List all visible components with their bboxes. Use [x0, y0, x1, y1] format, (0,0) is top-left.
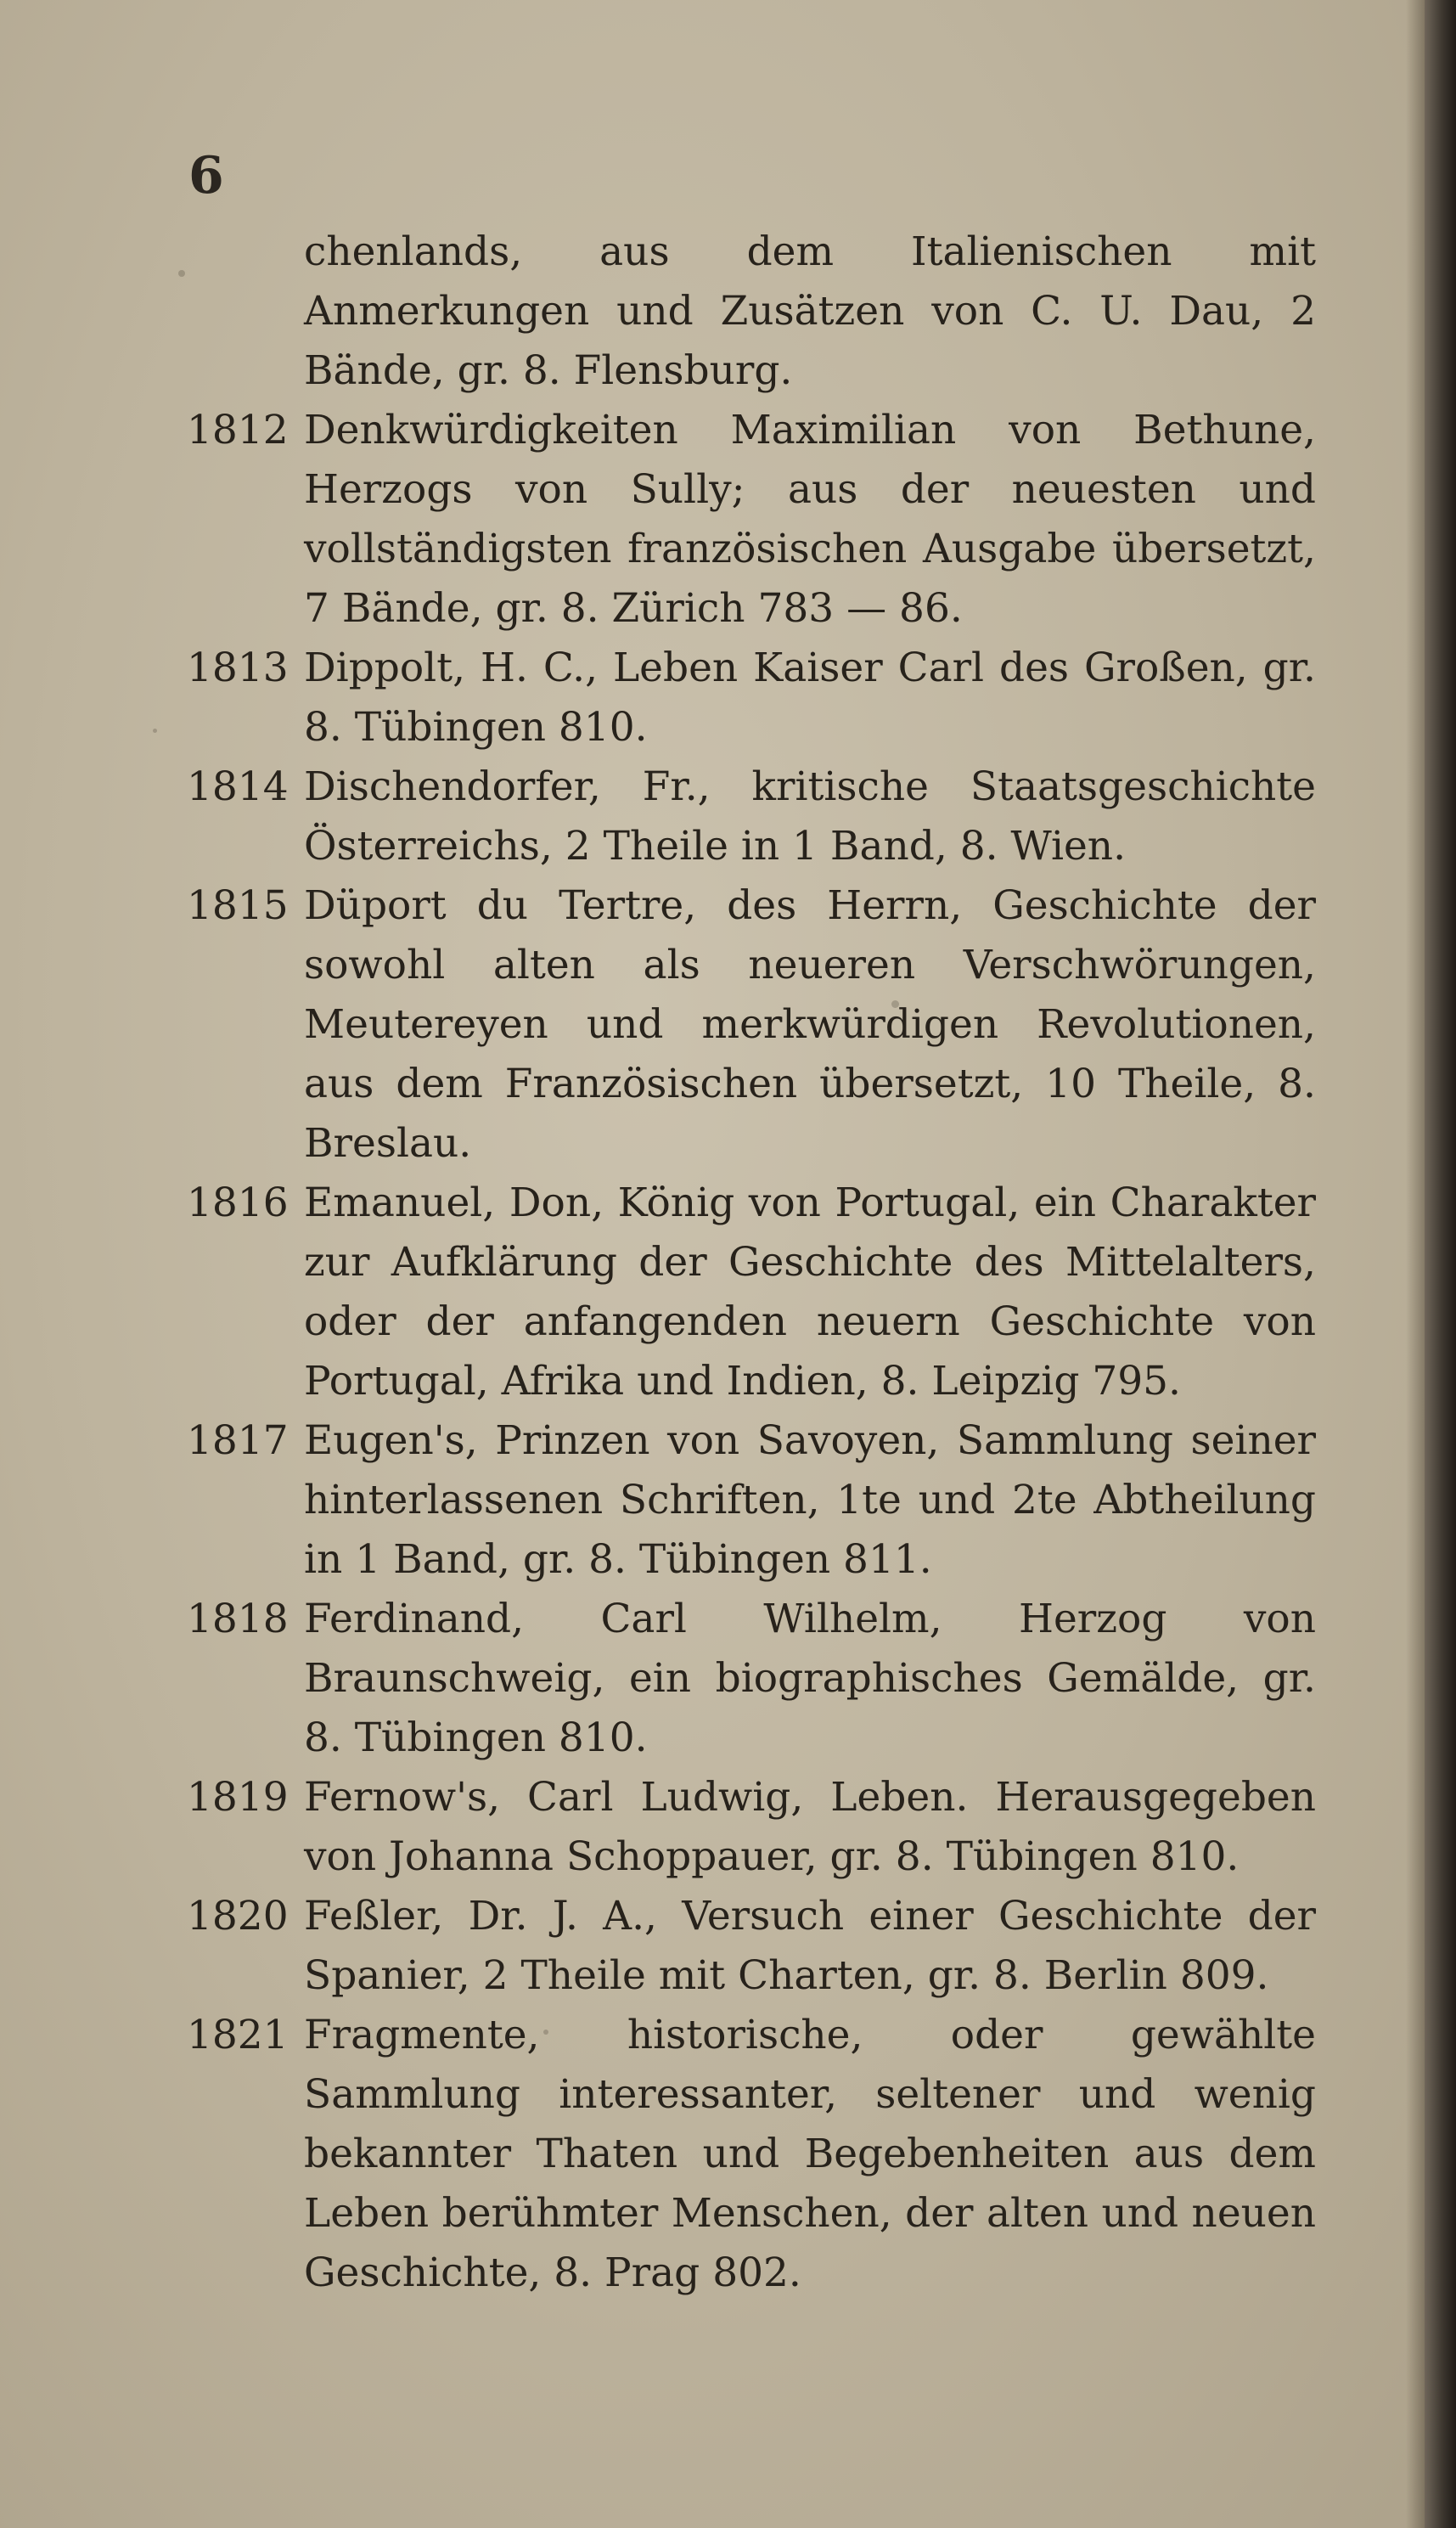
- entry-number: 1814: [187, 763, 289, 810]
- entry-number: 1813: [187, 645, 289, 691]
- entry-text: Emanuel, Don, König von Portugal, ein Charakter zur Aufklärung der Geschichte des Mittelalters, oder der anfangenden neuern Geschichte von Portugal, Afrika und Indien, 8. Leipzig 795.: [304, 1180, 1316, 1405]
- entry-number: 1812: [187, 407, 289, 453]
- entry-text: Eugen's, Prinzen von Savoyen, Sammlung seiner hinterlassenen Schriften, 1te und 2te Abtheilung in 1 Band, gr. 8. Tübingen 811.: [304, 1417, 1316, 1583]
- entry-text: Fragmente, historische, oder gewählte Sammlung interessanter, seltener und wenig bekannter Thaten und Begebenheiten aus dem Leben berühmter Menschen, der alten und neuen Geschichte, 8. Prag 802.: [304, 2012, 1316, 2296]
- entry-text: Denkwürdigkeiten Maximilian von Bethune, Herzogs von Sully; aus der neuesten und vollständigsten französischen Ausgabe übersetzt, 7 Bände, gr. 8. Zürich 783 — 86.: [304, 407, 1316, 632]
- entry-number: 1815: [187, 882, 289, 929]
- continuation-text: chenlands, aus dem Italienischen mit Anmerkungen und Zusätzen von C. U. Dau, 2 Bände, gr. 8. Flensburg.: [304, 228, 1316, 394]
- catalog-entry: [187, 2006, 1316, 2303]
- paper-speck: [178, 270, 185, 277]
- entry-number: 1816: [187, 1180, 289, 1226]
- entry-text: Dippolt, H. C., Leben Kaiser Carl des Großen, gr. 8. Tübingen 810.: [304, 645, 1316, 751]
- entry-text: Fernow's, Carl Ludwig, Leben. Herausgegeben von Johanna Schoppauer, gr. 8. Tübingen 810.: [304, 1774, 1316, 1880]
- continuation-entry: [187, 222, 1316, 401]
- entry-number: 1817: [187, 1417, 289, 1464]
- catalog-entry: [187, 1887, 1316, 2006]
- entry-text: Ferdinand, Carl Wilhelm, Herzog von Braunschweig, ein biographisches Gemälde, gr. 8. Tübingen 810.: [304, 1596, 1316, 1761]
- catalog-entry: [187, 1411, 1316, 1590]
- entry-number: 1821: [187, 2012, 289, 2058]
- entry-number: 1819: [187, 1774, 289, 1821]
- catalog-entry: [187, 401, 1316, 639]
- entry-number: 1820: [187, 1893, 289, 1940]
- catalog-entry: [187, 639, 1316, 757]
- catalog-entry: [187, 1590, 1316, 1768]
- book-gutter: [1425, 0, 1456, 2528]
- entry-text: Feßler, Dr. J. A., Versuch einer Geschichte der Spanier, 2 Theile mit Charten, gr. 8. Berlin 809.: [304, 1893, 1316, 1999]
- page-number: 6: [188, 146, 224, 206]
- catalog-text: [187, 222, 1316, 2303]
- entry-number: 1818: [187, 1596, 289, 1642]
- entry-text: Dischendorfer, Fr., kritische Staatsgeschichte Österreichs, 2 Theile in 1 Band, 8. Wien.: [304, 763, 1316, 870]
- catalog-entry: [187, 757, 1316, 876]
- entry-text: Düport du Tertre, des Herrn, Geschichte der sowohl alten als neueren Verschwörungen, Meutereyen und merkwürdigen Revolutionen, aus dem Französischen übersetzt, 10 Theile, 8. Breslau.: [304, 882, 1316, 1167]
- page-edge-shadow: [1406, 0, 1425, 2528]
- paper-speck: [153, 729, 157, 733]
- catalog-entry: [187, 1768, 1316, 1887]
- catalog-entry: [187, 1174, 1316, 1411]
- catalog-entry: [187, 876, 1316, 1174]
